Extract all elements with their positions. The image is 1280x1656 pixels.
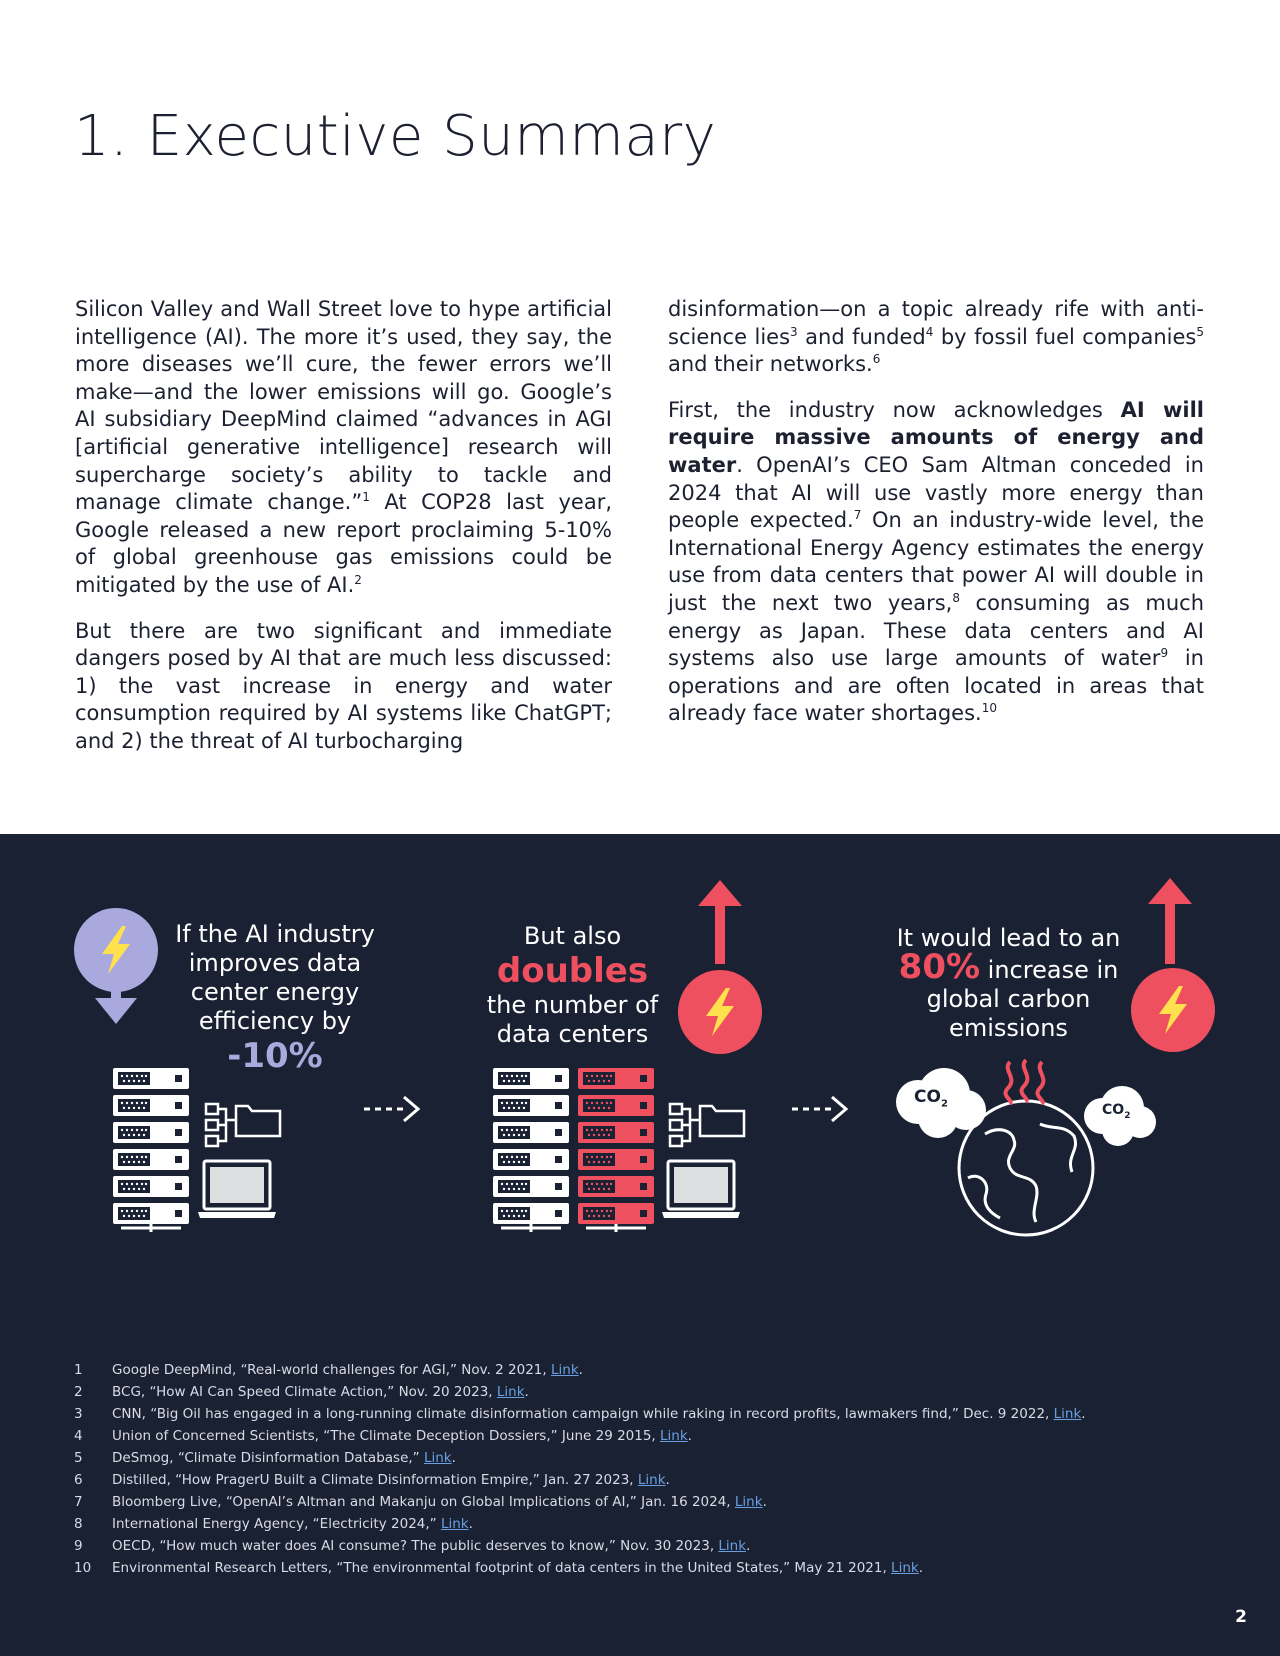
text: and their networks. <box>668 352 873 377</box>
footnote-citation: DeSmog, “Climate Disinformation Database,” <box>112 1450 424 1466</box>
bold-claim: AI will require massive amounts of energy and water <box>668 397 1204 477</box>
footnote-item <box>74 1535 1224 1557</box>
footnote-number: 7 <box>74 1494 83 1510</box>
panel-1-line: efficiency by <box>198 1007 352 1035</box>
laptop-network-icon <box>198 1104 280 1218</box>
footnote-end: . <box>665 1472 670 1488</box>
footnote-ref[interactable]: 4 <box>925 324 934 339</box>
footnote-link[interactable]: Link <box>891 1560 919 1576</box>
footnote-item <box>74 1425 1224 1447</box>
footnote-citation: CNN, “Big Oil has engaged in a long-running climate disinformation campaign while raking in record profits, lawmakers find,” Dec. 9 2022, <box>112 1406 1054 1422</box>
footnote-citation: Google DeepMind, “Real-world challenges for AGI,” Nov. 2 2021, <box>112 1362 551 1378</box>
footnote-text <box>112 1557 923 1579</box>
footnote-link[interactable]: Link <box>1053 1406 1082 1422</box>
footnote-item <box>74 1381 1224 1403</box>
footnote-citation: Environmental Research Letters, “The environmental footprint of data centers in the United States,” May 21 2021, <box>112 1560 892 1576</box>
right-paragraph-2 <box>668 397 1204 728</box>
co2-subscript: 2 <box>1124 1110 1131 1121</box>
panel-2-line: the number of <box>486 991 659 1019</box>
text: consuming as much energy as Japan. These data centers and AI systems also use large amounts of water <box>668 590 1205 671</box>
right-paragraph-1 <box>668 296 1204 379</box>
footnote-text <box>112 1535 750 1557</box>
energy-increase-icon <box>678 880 762 1054</box>
footnote-ref[interactable]: 9 <box>1160 646 1169 661</box>
dashed-arrow-icon <box>364 1097 418 1121</box>
page-number: 2 <box>1235 1607 1247 1627</box>
dashed-arrow-icon <box>792 1097 846 1121</box>
panel-3-line: global carbon <box>926 985 1091 1013</box>
footnote-number: 9 <box>74 1538 83 1554</box>
panel-3-line <box>876 947 1141 987</box>
footnote-citation: International Energy Agency, “Electricity 2024,” <box>112 1516 441 1532</box>
footnote-end: . <box>918 1560 923 1576</box>
footnote-number: 5 <box>74 1450 83 1466</box>
footnote-end: . <box>451 1450 456 1466</box>
emissions-increase-icon <box>1131 878 1215 1052</box>
footnote-link[interactable]: Link <box>660 1428 688 1444</box>
text: by fossil fuel companies <box>933 324 1197 349</box>
footnote-ref[interactable]: 7 <box>853 508 862 523</box>
footnote-link[interactable]: Link <box>423 1450 452 1466</box>
panel-2-text <box>460 922 685 1049</box>
server-rack-icon <box>493 1068 569 1232</box>
panel-3-line: It would lead to an <box>896 924 1121 952</box>
footnote-number: 10 <box>74 1560 92 1576</box>
footnote-link[interactable]: Link <box>496 1384 525 1400</box>
right-column <box>668 296 1204 746</box>
footnote-text <box>112 1381 529 1403</box>
footnote-number: 1 <box>74 1362 83 1378</box>
text: disinformation—on a topic already rife with anti-science lies <box>668 297 1204 349</box>
footnote-item <box>74 1403 1224 1425</box>
text: On an industry-wide level, the International Energy Agency estimates the energy use from data centers that power AI will double in just the next two years, <box>668 508 1204 615</box>
panel-3-line: emissions <box>949 1014 1068 1042</box>
footnote-number: 2 <box>74 1384 83 1400</box>
footnote-link[interactable]: Link <box>637 1472 666 1488</box>
page-title: 1. Executive Summary <box>74 104 717 169</box>
text: in operations and are often located in areas that already face water shortages. <box>668 646 1204 726</box>
footnote-end: . <box>468 1516 473 1532</box>
server-rack-red-icon <box>578 1068 654 1232</box>
footnote-link[interactable]: Link <box>550 1362 579 1378</box>
footnote-citation: OECD, “How much water does AI consume? The public deserves to know,” Nov. 30 2023, <box>112 1538 719 1554</box>
footnote-text <box>112 1447 456 1469</box>
footnote-text <box>112 1425 692 1447</box>
server-rack-icon <box>113 1068 189 1232</box>
co2-label <box>1102 1102 1130 1121</box>
footnote-citation: Distilled, “How PragerU Built a Climate Disinformation Empire,” Jan. 27 2023, <box>112 1472 638 1488</box>
footnote-ref[interactable]: 10 <box>981 701 997 716</box>
footnote-ref[interactable]: 5 <box>1196 324 1204 339</box>
panel-2-line: data centers <box>496 1020 649 1048</box>
heat-waves-icon <box>1005 1060 1043 1104</box>
efficiency-value: -10% <box>227 1036 323 1076</box>
footnote-end: . <box>762 1494 767 1510</box>
footnote-link[interactable]: Link <box>440 1516 469 1532</box>
footnotes <box>74 1359 1224 1579</box>
panel-1-line: improves data <box>188 949 362 977</box>
co2-subscript: 2 <box>940 1098 948 1110</box>
footnote-citation: Bloomberg Live, “OpenAI’s Altman and Makanju on Global Implications of AI,” Jan. 16 2024, <box>112 1494 735 1510</box>
text: At COP28 last year, Google released a new report proclaiming 5-10% of global greenhouse gas emissions could be mitigated by the use of AI. <box>75 490 613 597</box>
footnote-end: . <box>578 1362 583 1378</box>
panel-3-text <box>876 924 1141 1043</box>
footnote-number: 8 <box>74 1516 83 1532</box>
panel-2-line: But also <box>523 922 622 950</box>
footnote-end: . <box>524 1384 529 1400</box>
footnote-end: . <box>746 1538 751 1554</box>
left-paragraph-1 <box>75 296 612 600</box>
emissions-value: 80% <box>898 947 981 987</box>
footnote-ref[interactable]: 3 <box>790 324 798 339</box>
footnote-end: . <box>687 1428 692 1444</box>
co2-text: CO <box>1102 1102 1125 1118</box>
footnote-citation: BCG, “How AI Can Speed Climate Action,” Nov. 20 2023, <box>112 1384 497 1400</box>
footnote-ref[interactable]: 1 <box>362 490 370 505</box>
footnote-item <box>74 1359 1224 1381</box>
footnote-text <box>112 1359 583 1381</box>
footnote-citation: Union of Concerned Scientists, “The Climate Deception Dossiers,” June 29 2015, <box>112 1428 661 1444</box>
footnote-item <box>74 1491 1224 1513</box>
co2-label <box>914 1087 948 1109</box>
doubles-value: doubles <box>496 951 649 991</box>
text: and funded <box>797 324 926 349</box>
footnote-text <box>112 1403 1086 1425</box>
text: Silicon Valley and Wall Street love to hype artificial intelligence (AI). The more it’s used, they say, the more diseases we’ll cure, the fewer errors we’ll make—and the lower emissions will go. Google’s AI subsidiary DeepMind claimed “advances in AGI [artificial generative intelligence] research will supercharge society’s ability to tackle and manage climate change.” <box>75 297 612 515</box>
panel-1-text <box>150 920 400 1076</box>
text: increase in <box>980 956 1119 984</box>
footnote-text <box>112 1491 767 1513</box>
footnote-text <box>112 1513 473 1535</box>
left-column <box>75 296 612 774</box>
text: First, the industry now acknowledges <box>668 397 1121 422</box>
footnote-link[interactable]: Link <box>734 1494 763 1510</box>
footnote-number: 6 <box>74 1472 83 1488</box>
footnote-number: 3 <box>74 1406 83 1422</box>
panel-1-line: center energy <box>190 978 360 1006</box>
laptop-network-icon <box>662 1104 744 1218</box>
footnote-end: . <box>1081 1406 1086 1422</box>
footnote-ref[interactable]: 2 <box>354 572 362 587</box>
footnote-item <box>74 1469 1224 1491</box>
left-paragraph-2: But there are two significant and immediate dangers posed by AI that are much less discussed: 1) the vast increase in energy and water consumption required by AI systems like ChatGPT; and 2) the threat of AI turbocharging <box>75 618 612 753</box>
text: . OpenAI’s CEO Sam Altman conceded in 2024 that AI will use vastly more energy than people expected. <box>668 452 1204 533</box>
footnote-item <box>74 1447 1224 1469</box>
footnote-ref[interactable]: 6 <box>872 352 881 367</box>
co2-text: CO <box>914 1087 941 1107</box>
footnote-link[interactable]: Link <box>718 1538 747 1554</box>
footnote-item <box>74 1513 1224 1535</box>
footnote-item <box>74 1557 1224 1579</box>
energy-efficiency-icon <box>74 908 158 1024</box>
footnote-ref[interactable]: 8 <box>952 590 960 605</box>
panel-1-line: If the AI industry <box>175 920 375 948</box>
footnote-text <box>112 1469 670 1491</box>
footnote-number: 4 <box>74 1428 83 1444</box>
